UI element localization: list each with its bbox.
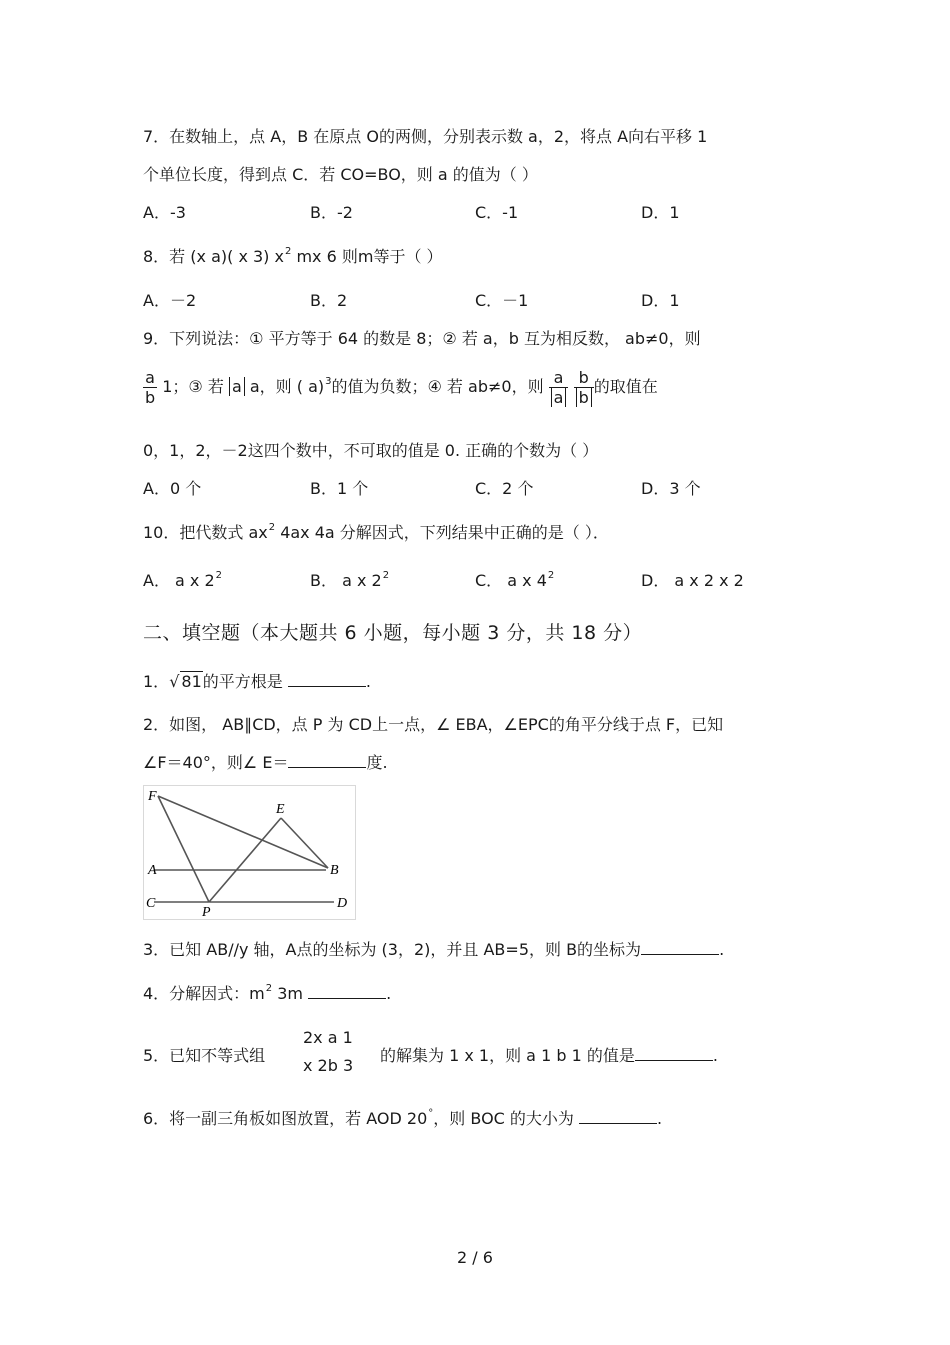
q9-option-b: B．1 个 [310,479,369,498]
q10-stem [143,520,609,543]
q8-stem [143,244,443,267]
q9-option-a: A．0 个 [143,479,202,498]
fill-5-mid: 的解集为 1 x 1，则 a 1 b 1 的值是 [380,1046,635,1065]
fill-1-prefix: 1． [143,672,170,691]
sqrt-icon: √ [169,672,180,691]
q10-text-a: 10．把代数式 ax [143,523,268,542]
q9-option-d: D．3 个 [641,479,701,498]
fill-5-end: . [712,1046,718,1065]
fill-5-system-top: 2x a 1 [303,1028,353,1047]
q10-option-b-sup: 2 [382,570,390,581]
q10-text-b: 4ax 4a 分解因式，下列结果中正确的是（ ）． [275,523,609,542]
q9-mid1: 1；③ 若 [157,377,224,397]
fill-6-deg: ° [428,1108,434,1119]
q9-frac2-den: a [551,388,567,407]
segment-fp [158,796,209,902]
fill-2-line2-b: 度. [366,753,388,772]
fill-6-answer-blank[interactable] [579,1109,657,1124]
q9-line2 [143,368,658,407]
fill-1-end: . [365,672,371,691]
fill-2-answer-blank[interactable] [288,753,366,768]
fill-5-rest [380,1043,718,1066]
q7-option-d: D．1 [641,203,680,222]
q10-option-c-text: C． a x 4 [475,571,547,590]
fill-6 [143,1106,662,1129]
q9-frac3-den: b [576,388,592,407]
q9-frac2-den-wrap [549,387,569,407]
fill-1-suffix: 的平方根是 [202,672,283,691]
q8-option-c: C．－1 [475,291,529,310]
q9-frac2-num: a [553,368,564,387]
fill-4-end: . [386,984,392,1003]
q9-fraction-1 [143,368,157,407]
label-p: P [202,905,211,919]
q10-sup: 2 [268,522,276,533]
fill-2-line2 [143,750,388,773]
fill-4-answer-blank[interactable] [308,984,386,999]
q7-line1: 7．在数轴上，点 A，B 在原点 O的两侧，分别表示数 a，2，将点 A向右平移 1 [143,127,708,146]
fill-2-line1: 2．如图， AB∥CD，点 P 为 CD上一点，∠ EBA，∠EPC的角平分线于点 F，已知 [143,715,724,734]
q9-frac3-den-wrap [574,387,594,407]
q10-option-c [475,568,554,591]
q9-sup: 3 [325,376,332,388]
fill-1-answer-blank[interactable] [288,672,366,687]
q8-text-a: 8．若 (x a)( x 3) x [143,247,284,266]
q10-option-d-text: D． a x 2 x 2 [641,571,744,590]
fill-6-text-a: 6．将一副三角板如图放置，若 AOD 20 [143,1109,428,1128]
fill-4-sup: 2 [265,983,273,994]
segment-eb [281,818,328,868]
q9-fraction-3 [574,368,594,407]
label-b: B [330,863,339,878]
fill-5-system [303,1024,353,1080]
segment-fb [158,796,328,868]
fill-6-end: . [657,1109,663,1128]
q9-mid2: a，则 ( a) [244,377,325,397]
q10-option-c-sup: 2 [547,570,555,581]
q9-frac1-num: a [145,368,155,387]
q9-fraction-2 [549,368,569,407]
q9-frac3-num: b [578,368,589,387]
label-f: F [148,789,157,804]
q8-option-d: D．1 [641,291,680,310]
fill-4-text-a: 4．分解因式：m [143,984,265,1003]
geometry-figure-svg [144,786,355,919]
fill-5-system-bottom: x 2b 3 [303,1056,354,1075]
q9-tail: 的取值在 [593,377,658,397]
q9-option-c: C．2 个 [475,479,534,498]
q10-option-d [641,568,744,591]
section-2-title: 二、填空题（本大题共 6 小题，每小题 3 分，共 18 分） [143,622,643,644]
fill-3 [143,937,724,960]
q8-option-b: B．2 [310,291,348,310]
label-a: A [148,863,157,878]
q8-sup: 2 [284,246,292,257]
fill-1-radicand: 81 [181,672,202,691]
q9-line1: 9．下列说法：① 平方等于 64 的数是 8；② 若 a，b 互为相反数， ab≠0，则 [143,329,701,348]
q10-option-a-text: A． a x 2 [143,571,215,590]
q9-abs-a: a [229,377,245,396]
fill-3-answer-blank[interactable] [641,940,719,955]
q9-line3: 0，1，2，－2这四个数中，不可取的值是 0. 正确的个数为（ ） [143,441,599,460]
fill-3-end: . [719,940,725,959]
fill-5-answer-blank[interactable] [635,1046,713,1061]
q7-option-b: B．-2 [310,203,353,222]
q10-option-b-text: B． a x 2 [310,571,382,590]
q10-option-b [310,568,389,591]
fill-5-prefix: 5．已知不等式组 [143,1046,266,1065]
fill-3-text: 3．已知 AB//y 轴，A点的坐标为 (3，2)，并且 AB=5，则 B的坐标为 [143,940,642,959]
label-d: D [337,896,348,911]
q9-mid3: 的值为负数；④ 若 ab≠0，则 [331,377,544,397]
label-c: C [146,896,156,911]
fill-1 [143,669,371,692]
q10-option-a [143,568,222,591]
fill-4-text-b: 3m [272,984,304,1003]
fill-6-text-b: ，则 BOC 的大小为 [433,1109,574,1128]
fill-4 [143,981,391,1004]
q9-frac1-den: b [145,388,156,408]
q8-text-b: mx 6 则m等于（ ） [291,247,443,266]
q7-option-c: C．-1 [475,203,519,222]
q8-option-a: A．－2 [143,291,197,310]
page-number: 2 / 6 [457,1248,493,1267]
q7-line2: 个单位长度，得到点 C．若 CO=BO，则 a 的值为（ ） [143,165,538,184]
fill-2-line2-a: ∠F＝40°，则∠ E＝ [143,753,289,772]
segment-pe [209,818,281,902]
geometry-figure [143,785,356,920]
label-e: E [276,802,285,817]
q7-option-a: A．-3 [143,203,186,222]
q10-option-a-sup: 2 [215,570,223,581]
